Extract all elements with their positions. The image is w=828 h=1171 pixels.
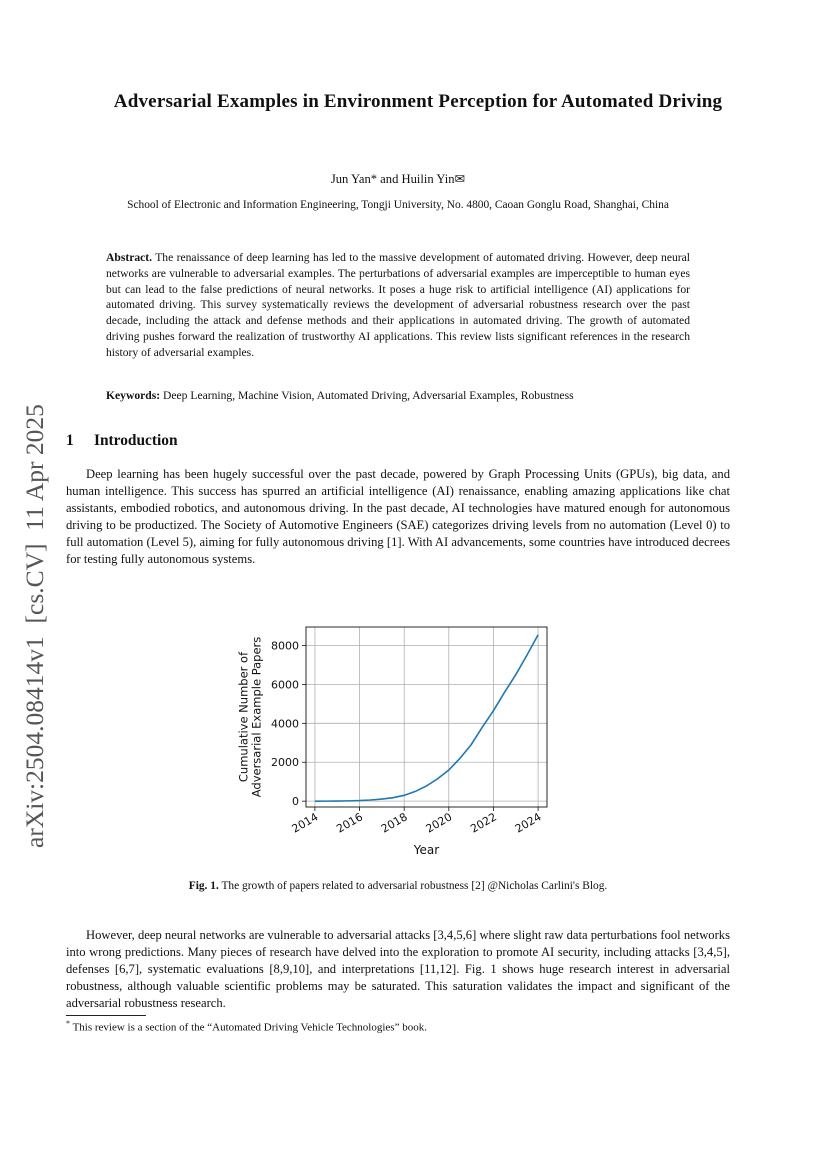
x-tick-label: 2024: [512, 810, 544, 836]
x-tick-label: 2016: [334, 810, 366, 836]
section-number: 1: [66, 432, 74, 449]
series-line: [315, 635, 538, 801]
plot-frame: [306, 627, 547, 807]
growth-line-chart: [225, 622, 565, 862]
paper-title: Adversarial Examples in Environment Perception for Automated Driving: [113, 91, 723, 112]
x-axis-label: Year: [413, 843, 440, 857]
y-axis-label: [236, 637, 263, 798]
footnote-mark: *: [66, 1019, 70, 1028]
author-affiliation: School of Electronic and Information Engineering, Tongji University, No. 4800, Caoan Gonglu Road, Shanghai, China: [127, 199, 669, 211]
arxiv-identifier-text: arXiv:2504.08414v1 [cs.CV] 11 Apr 2025: [20, 404, 49, 848]
intro-paragraph-2: [66, 927, 730, 1012]
keywords-text: Deep Learning, Machine Vision, Automated Driving, Adversarial Examples, Robustness: [163, 389, 574, 402]
y-tick-label: 6000: [271, 678, 299, 692]
figure-caption-label: Fig. 1.: [188, 880, 219, 892]
y-tick-label: 4000: [271, 717, 299, 731]
y-tick-label: 0: [292, 795, 299, 809]
x-tick-label: 2014: [289, 810, 321, 836]
intro-paragraph-2-text: However, deep neural networks are vulnerable to adversarial attacks [3,4,5,6] where slight raw data perturbations fool networks into wrong predictions. Many pieces of research have delved into the exploration to promote AI security, including attacks [3,4,5], defenses [6,7], systematic evaluations [8,9,10], and interpretations [11,12]. Fig. 1 shows huge research interest in adversarial robustness, although valuable scientific problems may be saturated. This saturation validates the impact and significant of the adversarial robustness research.: [66, 928, 730, 1010]
section-heading: [66, 432, 178, 450]
section-title: Introduction: [94, 432, 178, 449]
intro-paragraph-1: [66, 466, 730, 568]
abstract-label: Abstract.: [106, 251, 153, 264]
x-tick-label: 2018: [378, 810, 410, 836]
footnote: [66, 1019, 427, 1034]
y-axis-label-line: Cumulative Number of: [236, 651, 251, 783]
intro-paragraph-1-text: Deep learning has been hugely successful over the past decade, powered by Graph Processing Units (GPUs), big data, and human intelligence. This success has spurred an artificial intelligence (AI) renaissance, enabling amazing applications like chat assistants, embodied robotics, and autonomous driving. In the past decade, AI technologies have matured enough for autonomous driving to be productized. The Society of Automotive Engineers (SAE) categorizes driving levels from no automation (Level 0) to full automation (Level 5), aiming for fully autonomous driving [1]. With AI advancements, some countries have introduced decrees for testing fully autonomous systems.: [66, 467, 730, 566]
figure-1-chart: [225, 622, 565, 862]
figure-caption-text: The growth of papers related to adversarial robustness [2] @Nicholas Carlini's Blog.: [221, 880, 608, 892]
keywords: [106, 389, 690, 402]
figure-caption: [66, 880, 730, 892]
x-tick-label: 2022: [468, 810, 499, 836]
y-tick-label: 8000: [271, 639, 299, 653]
footnote-text: This review is a section of the “Automated Driving Vehicle Technologies” book.: [72, 1021, 427, 1034]
abstract-text: The renaissance of deep learning has led to the massive development of automated driving. However, deep neural networks are vulnerable to adversarial examples. The perturbations of adversarial examples are imperceptible to human eyes but can lead to the false predictions of neural networks. It poses a huge risk to artificial intelligence (AI) applications for automated driving. This survey systematically reviews the development of adversarial robustness research over the past decade, including the attack and defense methods and their applications in automated driving. The growth of automated driving pushes forward the realization of trustworthy AI applications. This review lists significant references in the research history of adversarial examples.: [106, 251, 690, 359]
y-axis-label-line: Adversarial Example Papers: [249, 636, 264, 798]
y-tick-label: 2000: [271, 756, 299, 770]
abstract: [106, 250, 690, 361]
x-tick-label: 2020: [423, 810, 455, 836]
footnote-rule: [66, 1015, 146, 1016]
author-list: Jun Yan* and Huilin Yin✉: [330, 172, 466, 186]
keywords-label: Keywords:: [106, 389, 161, 402]
arxiv-identifier-stamp: [14, 360, 50, 850]
